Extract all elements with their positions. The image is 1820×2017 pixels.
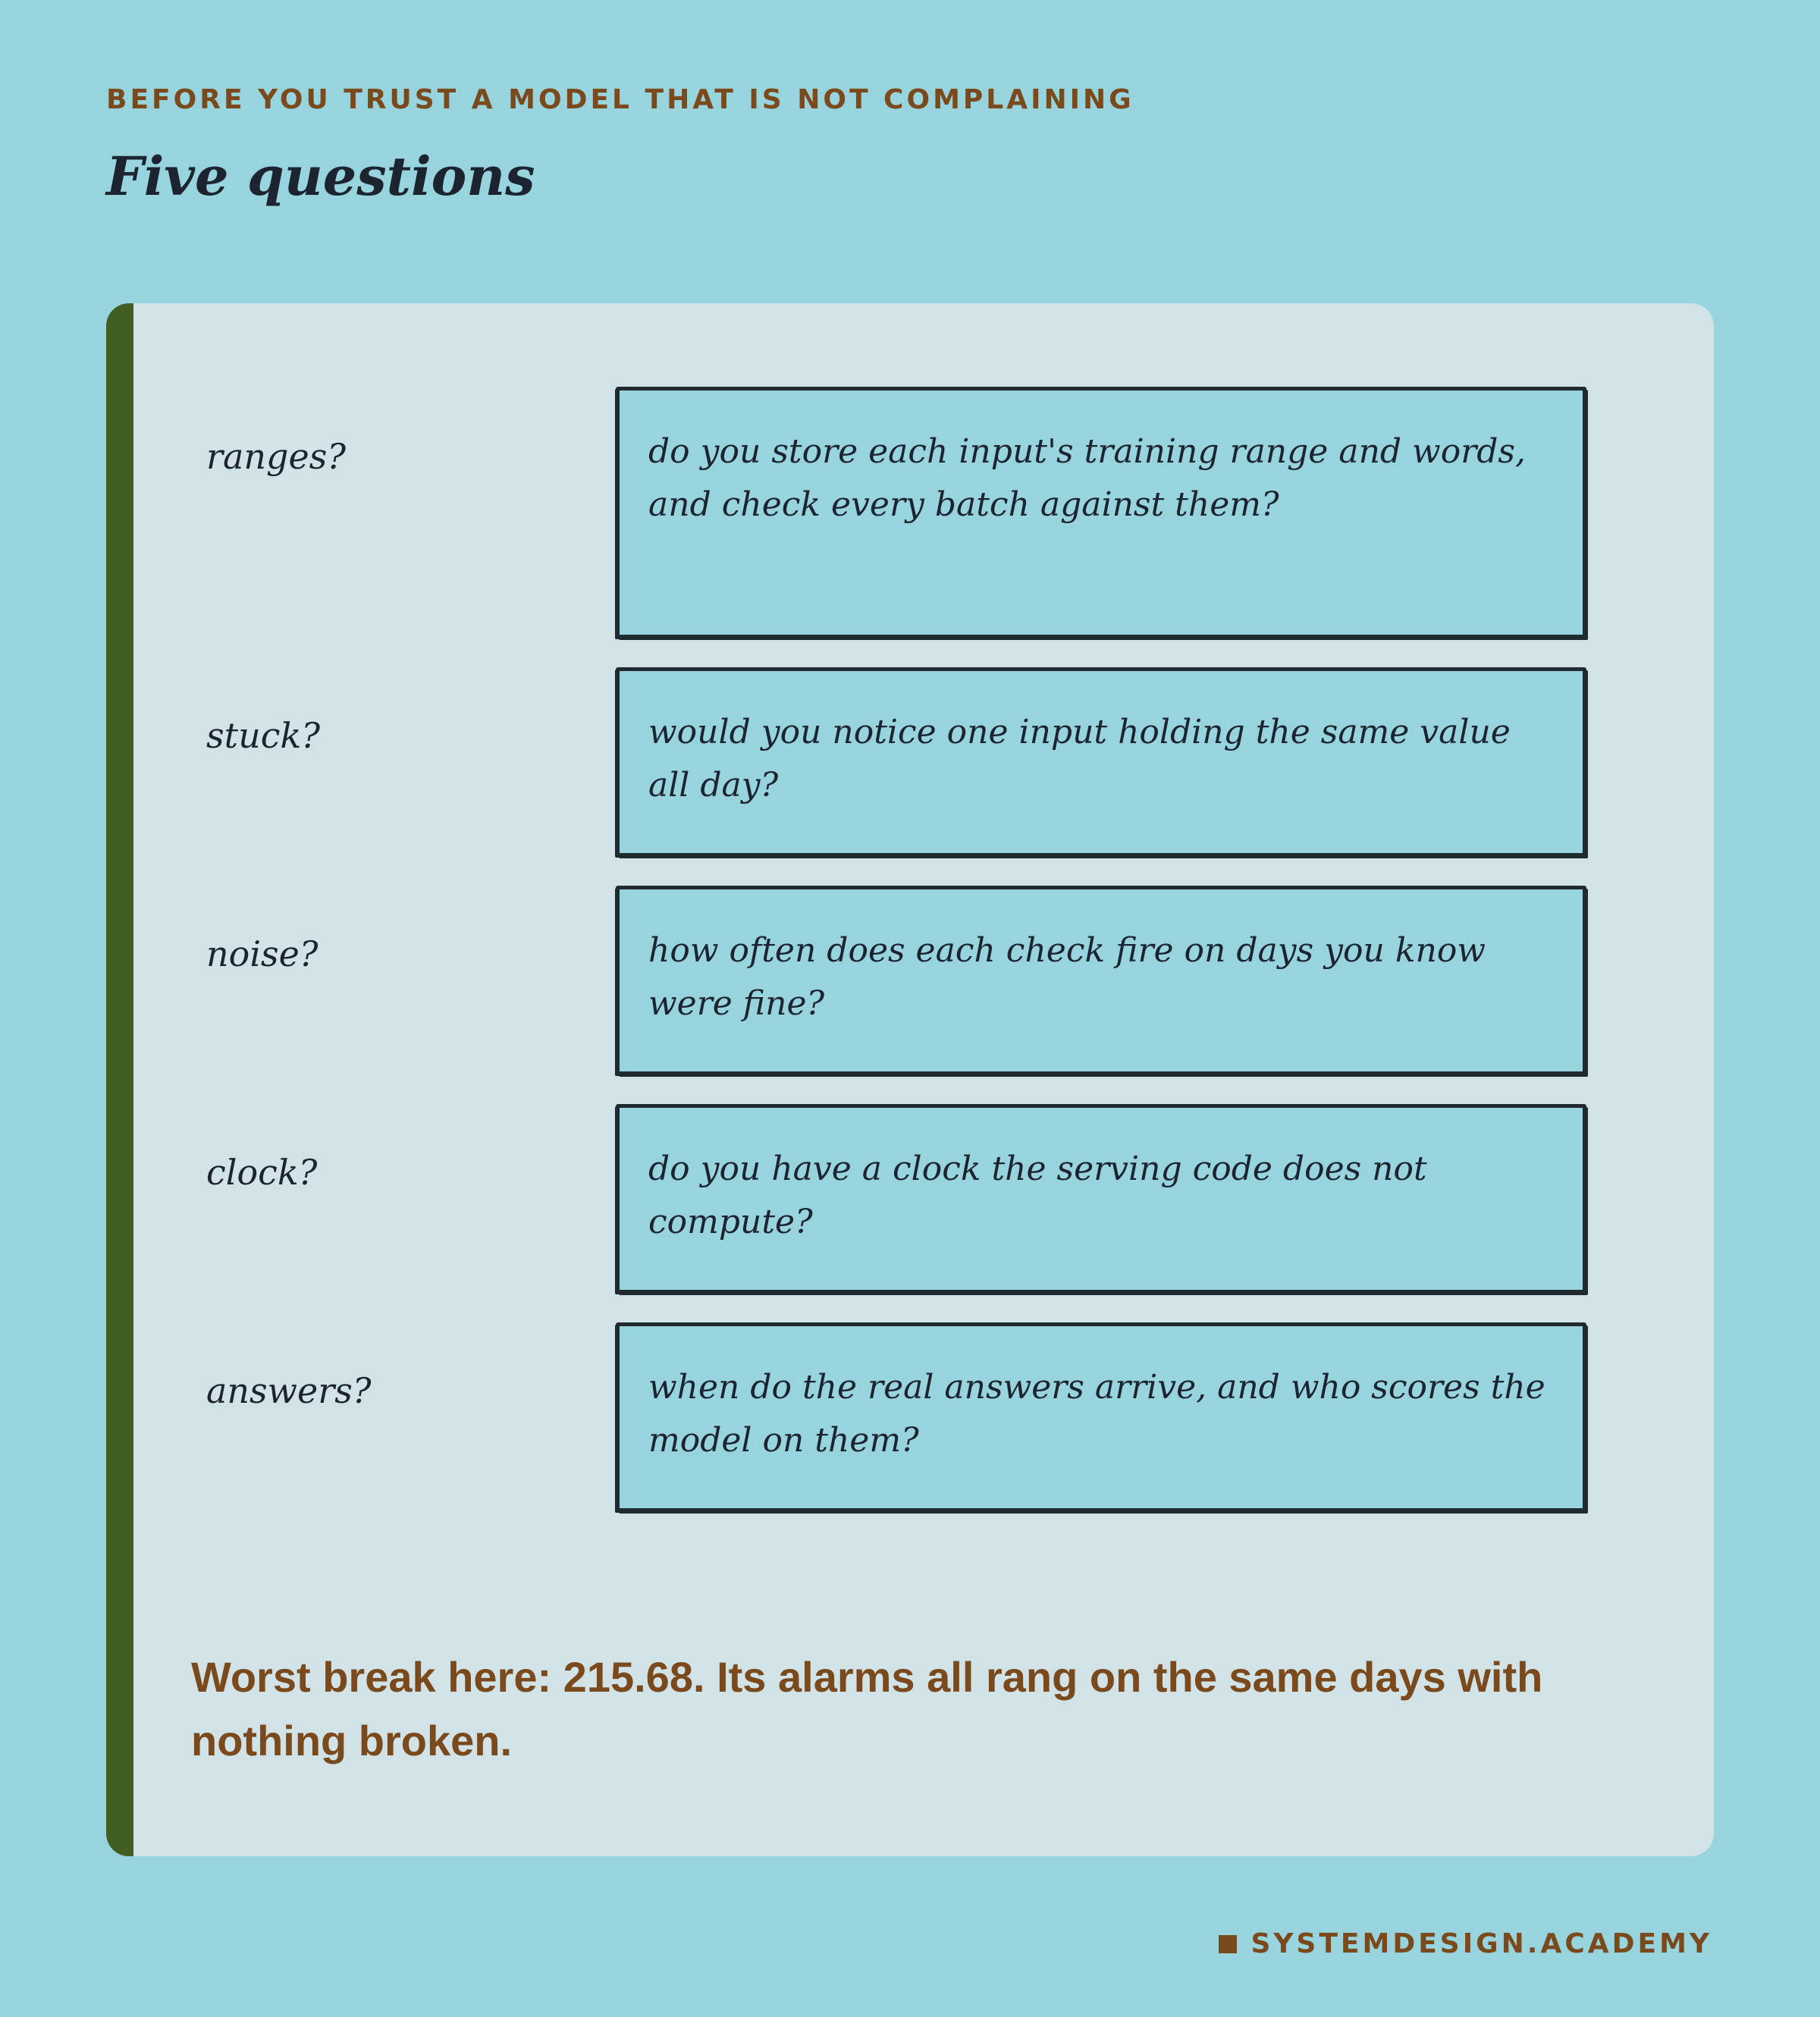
brand-name: SYSTEMDESIGN.ACADEMY bbox=[1250, 1928, 1712, 1959]
question-label: noise? bbox=[206, 933, 318, 974]
card-accent-bar bbox=[106, 303, 133, 1856]
question-text: do you have a clock the serving code does not compute? bbox=[648, 1150, 1427, 1241]
question-box bbox=[616, 1322, 1586, 1512]
question-text: how often does each check fire on days you know were fine? bbox=[648, 931, 1486, 1023]
question-text: do you store each input's training range and words, and check every batch against them? bbox=[648, 432, 1526, 524]
question-box bbox=[616, 1104, 1586, 1294]
summary-text: Worst break here: 215.68. Its alarms all rang on the same days with nothing broken. bbox=[191, 1653, 1543, 1764]
question-label: clock? bbox=[206, 1152, 318, 1193]
question-box bbox=[616, 387, 1586, 638]
page-title: Five questions bbox=[106, 145, 535, 208]
questions-card bbox=[106, 303, 1714, 1856]
kicker: BEFORE YOU TRUST A MODEL THAT IS NOT COMPLAINING bbox=[106, 84, 1134, 115]
question-label: ranges? bbox=[206, 436, 346, 477]
question-label: stuck? bbox=[206, 715, 321, 756]
brand-square-icon bbox=[1219, 1935, 1237, 1953]
question-label: answers? bbox=[206, 1370, 372, 1411]
footer-brand bbox=[1219, 1928, 1712, 1961]
question-text: when do the real answers arrive, and who scores the model on them? bbox=[648, 1368, 1545, 1460]
question-text: would you notice one input holding the same value all day? bbox=[648, 713, 1511, 805]
question-box bbox=[616, 667, 1586, 857]
question-box bbox=[616, 886, 1586, 1075]
